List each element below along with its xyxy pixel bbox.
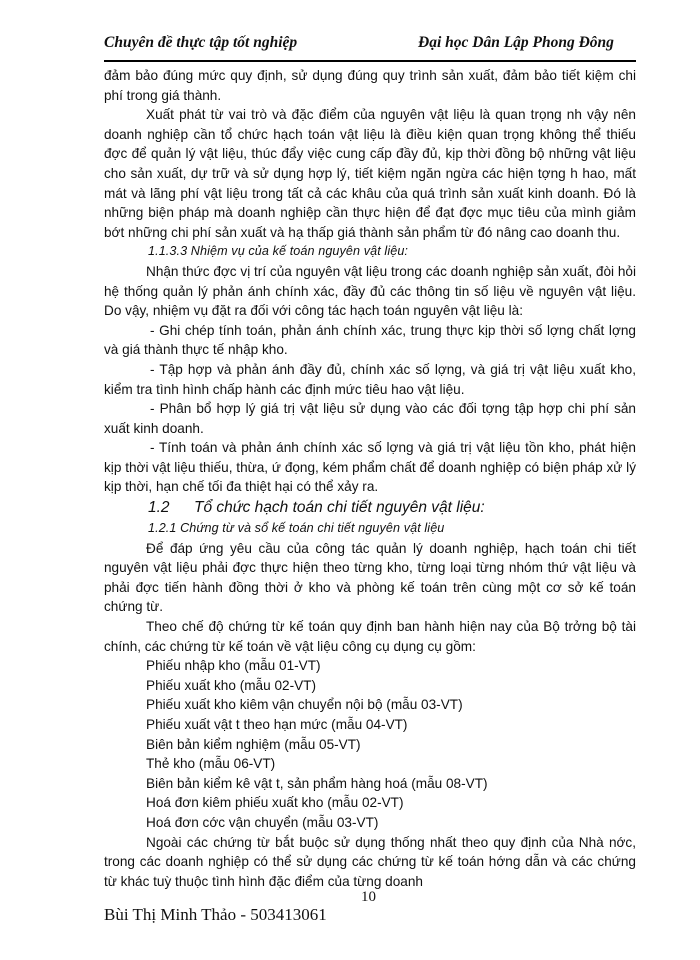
paragraph-tasks-intro: Nhận thức đợc vị trí của nguyên vật liệu trong các doanh nghiệp sản xuất, đòi hỏi hệ thống quản lý phản ánh chính xác, đầy đủ các thông tin số liệu về nguyên vật liệu. Do vậy, nhiệm vụ đặt ra đối với công tác hạch toán nguyên vật liệu là: (104, 263, 636, 319)
document-body (104, 66, 636, 891)
document-form-list (104, 656, 636, 832)
task-item: - Tập hợp và phản ánh đầy đủ, chính xác số lợng, và giá trị vật liệu xuất kho, kiểm tra tình hình chấp hành các định mức tiêu hao vật liệu. (104, 361, 636, 397)
header-right-title: Đại học Dân Lập Phong Đông (418, 34, 614, 51)
page-number: 10 (361, 889, 376, 905)
paragraph-regulation: Theo chế độ chứng từ kế toán quy định ban hành hiện nay của Bộ trởng bộ tài chính, các chứng từ kế toán về vật liệu công cụ dụng cụ gồm: (104, 619, 636, 654)
section-heading-1-1-3-3: 1.1.3.3 Nhiệm vụ của kế toán nguyên vật liệu: (148, 244, 409, 259)
task-item: - Phân bổ hợp lý giá trị vật liệu sử dụng vào các đối tợng tập hợp chi phí sản xuất kinh doanh. (104, 401, 636, 436)
form-item: Hoá đơn cớc vận chuyển (mẫu 03-VT) (146, 814, 379, 830)
form-item: Phiếu xuất kho kiêm vận chuyển nội bộ (mẫu 03-VT) (146, 697, 463, 713)
task-item: - Tính toán và phản ánh chính xác số lợng và giá trị vật liệu tồn kho, phát hiện kịp thời vật liệu thiếu, thừa, ứ đọng, kém phẩm chất để doanh nghiệp có biện pháp xử lý kịp thời, hạn chế tối đa thiệt hại có thể xảy ra. (104, 440, 636, 495)
form-item: Phiếu xuất vật t theo hạn mức (mẫu 04-VT) (146, 717, 408, 732)
paragraph-other-documents: Ngoài các chứng từ bắt buộc sử dụng thống nhất theo quy định của Nhà nớc, trong các doanh nghiệp có thể sử dụng các chứng từ kế toán hớng dẫn và các chứng từ khác tuỳ thuộc tình hình đặc điểm của từng doanh (104, 834, 636, 889)
section-heading-1-2 (104, 497, 636, 519)
form-item: Hoá đơn kiêm phiếu xuất kho (mẫu 02-VT) (146, 795, 404, 811)
header-left-title: Chuyên đề thực tập tốt nghiệp (104, 34, 298, 51)
paragraph-detail-accounting: Để đáp ứng yêu cầu của công tác quản lý doanh nghiệp, hạch toán chi tiết nguyên vật liệu phải đợc thực hiện theo từng kho, từng loại từng nhóm thứ vật liệu và phải đợc tiến hành đồng thời ở kho và phòng kế toán trên cùng một cơ sở kế toán chứng từ. (104, 540, 636, 615)
form-item: Biên bản kiểm nghiệm (mẫu 05-VT) (146, 736, 361, 752)
section-number: 1.2 (148, 499, 170, 517)
paragraph-continuation: đảm bảo đúng mức quy định, sử dụng đúng quy trình sản xuất, đảm bảo tiết kiệm chi phí trong giá thành. (104, 68, 636, 103)
section-title: Tổ chức hạch toán chi tiết nguyên vật liệu: (194, 499, 485, 517)
form-item: Phiếu nhập kho (mẫu 01-VT) (146, 658, 321, 674)
task-list (104, 321, 636, 497)
task-item: - Ghi chép tính toán, phản ánh chính xác, trung thực kịp thời số lợng chất lợng và giá thành thực tế nhập kho. (104, 322, 636, 358)
header-divider (104, 60, 636, 62)
form-item: Phiếu xuất kho (mẫu 02-VT) (146, 677, 317, 693)
paragraph-role-importance: Xuất phát từ vai trò và đặc điểm của nguyên vật liệu là quan trọng nh vậy nên doanh nghiệp cần tổ chức hạch toán vật liệu là điều kiện quan trọng không thể thiếu đợc để quản lý vật liệu, thúc đẩy việc cung cấp đầy đủ, kịp thời đồng bộ những vật liệu cho sản xuất, dự trữ và sử dụng hợp lý, tiết kiệm ngăn ngừa các hiện tợng h hao, mất mát và lãng phí vật liệu trong tất cả các khâu của quá trình sản xuất kinh doanh. Đó là những biện pháp mà doanh nghiệp cần thực hiện để đạt đợc mục tiêu của mình giảm bớt những chi phí sản xuất và hạ thấp giá thành sản phẩm từ đó nâng cao doanh thu. (104, 107, 636, 240)
footer-author: Bùi Thị Minh Thảo - 503413061 (104, 905, 327, 924)
form-item: Biên bản kiểm kê vật t, sản phẩm hàng hoá (mẫu 08-VT) (146, 775, 488, 791)
form-item: Thẻ kho (mẫu 06-VT) (146, 756, 276, 772)
section-heading-1-2-1: 1.2.1 Chứng từ và sổ kế toán chi tiết nguyên vật liệu (148, 521, 445, 536)
